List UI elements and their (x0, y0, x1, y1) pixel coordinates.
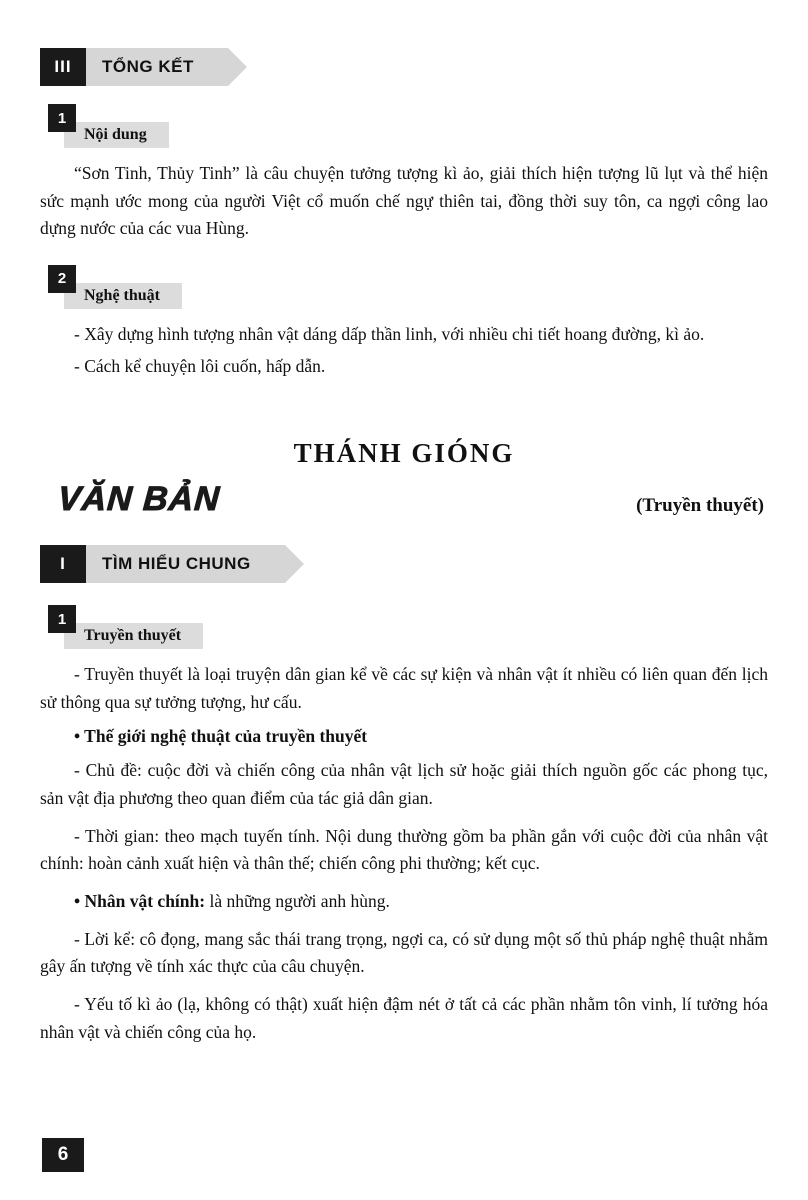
bullet-nhan-vat-chinh-text: là những người anh hùng. (205, 891, 390, 912)
subsection-title: Truyền thuyết (64, 623, 203, 649)
paragraph-yeu-to-ki-ao: - Yếu tố kì ảo (lạ, không có thật) xuất hiện đậm nét ở tất cả các phần nhằm tôn vinh, lí tưởng hóa nhân vật và chiến công của họ. (40, 993, 768, 1042)
section-header-tim-hieu-chung (40, 545, 768, 583)
bullet-nhan-vat-chinh (40, 888, 768, 916)
bullet-the-gioi-nghe-thuat: • Thế giới nghệ thuật của truyền thuyết (74, 726, 368, 747)
subsection-title: Nội dung (64, 122, 169, 148)
bullet-nhan-vat-chinh-label: • Nhân vật chính: (74, 891, 206, 912)
subsection-header-noi-dung (40, 104, 768, 150)
paragraph-nghe-thuat-1: - Xây dựng hình tượng nhân vật dáng dấp thần linh, với nhiều chi tiết hoang đường, kì ảo. (74, 323, 705, 344)
subsection-number-badge: 1 (48, 605, 76, 633)
page-number: 6 (42, 1138, 84, 1172)
subsection-number-badge: 1 (48, 104, 76, 132)
section-title: TỔNG KẾT (86, 48, 228, 86)
van-ban-badge: VĂN BẢN (56, 480, 222, 518)
section-title: TÌM HIỂU CHUNG (86, 545, 285, 583)
subsection-title: Nghệ thuật (64, 283, 182, 309)
paragraph-loi-ke: - Lời kể: cô đọng, mang sắc thái trang trọng, ngợi ca, có sử dụng một số thủ pháp nghệ thuật nhằm gây ấn tượng về tính xác thực của câu chuyện. (40, 928, 768, 977)
paragraph-truyen-thuyet-def: - Truyền thuyết là loại truyện dân gian kể về các sự kiện và nhân vật ít nhiều có liên quan đến lịch sử thông qua sự tưởng tượng, hư cấu. (40, 664, 768, 712)
paragraph-noi-dung: “Sơn Tinh, Thủy Tinh” là câu chuyện tưởng tượng kì ảo, giải thích hiện tượng lũ lụt và thể hiện sức mạnh ước mong của người Việt cổ muốn chế ngự thiên tai, đồng thời suy tôn, ca ngợi công lao dựng nước của các vua Hùng. (40, 163, 768, 239)
section-number-badge: III (40, 48, 86, 86)
paragraph-thoi-gian: - Thời gian: theo mạch tuyến tính. Nội dung thường gồm ba phần gắn với cuộc đời của nhân vật chính: hoàn cảnh xuất hiện và thân thế; chiến công phi thường; kết cục. (40, 825, 768, 874)
document-title: THÁNH GIÓNG (293, 438, 515, 469)
section-header-tong-ket (40, 48, 768, 86)
section-number-badge: I (40, 545, 86, 583)
subsection-number-badge: 2 (48, 265, 76, 293)
paragraph-nghe-thuat-2: - Cách kể chuyện lôi cuốn, hấp dẫn. (74, 355, 326, 376)
subsection-header-nghe-thuat (40, 265, 768, 311)
document-subtitle: (Truyền thuyết) (636, 495, 764, 517)
subsection-header-truyen-thuyet (40, 605, 768, 651)
paragraph-chu-de: - Chủ đề: cuộc đời và chiến công của nhân vật lịch sử hoặc giải thích nguồn gốc các phong tục, sản vật địa phương theo quan điểm của tác giả dân gian. (40, 760, 768, 809)
